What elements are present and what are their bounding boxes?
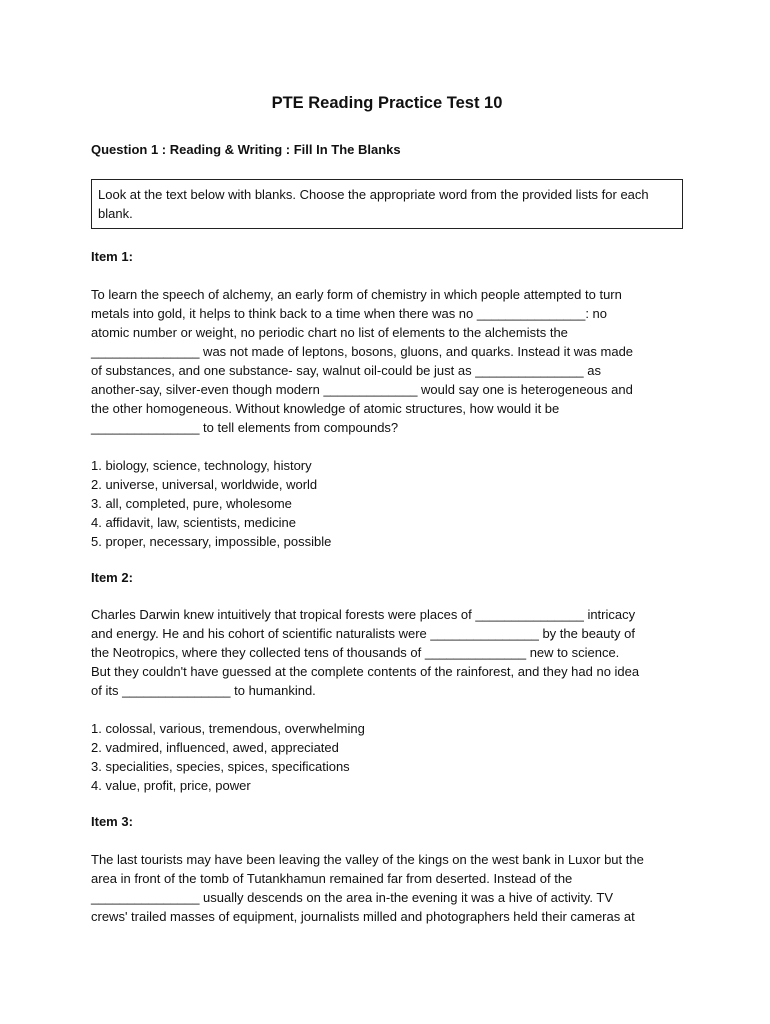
question-heading: Question 1 : Reading & Writing : Fill In The Blanks — [91, 142, 401, 157]
item-passage: The last tourists may have been leaving the valley of the kings on the west bank in Luxor but the area in front of the tomb of Tutankhamun remained far from deserted. Instead of the _______________ usually descends on the area in-the evening it was a hive of activity. TV crews' trailed masses of equipment, journalists milled and photographers held their cameras at — [91, 851, 644, 924]
options-list — [91, 456, 683, 551]
option-line: 1. colossal, various, tremendous, overwhelming — [91, 721, 365, 736]
option-line: 2. universe, universal, worldwide, world — [91, 476, 318, 492]
option-line: 4. value, profit, price, power — [91, 778, 251, 793]
document-page — [91, 92, 683, 945]
option-line: 4. affidavit, law, scientists, medicine — [91, 514, 296, 530]
item-3 — [91, 813, 683, 926]
option-line: 3. all, completed, pure, wholesome — [91, 495, 292, 511]
document-title: PTE Reading Practice Test 10 — [271, 94, 503, 112]
item-heading: Item 2: — [91, 569, 133, 585]
item-2 — [91, 569, 683, 796]
option-line: 3. specialities, species, spices, specifications — [91, 759, 350, 774]
options-list — [91, 719, 683, 795]
item-heading: Item 3: — [91, 814, 133, 829]
item-1 — [91, 248, 683, 551]
option-line: 5. proper, necessary, impossible, possible — [91, 533, 332, 549]
option-line: 2. vadmired, influenced, awed, appreciated — [91, 740, 339, 755]
instruction-text: Look at the text below with blanks. Choose the appropriate word from the provided lists for each blank. — [98, 187, 649, 221]
item-heading: Item 1: — [91, 249, 133, 264]
option-line: 1. biology, science, technology, history — [91, 457, 312, 473]
item-passage: Charles Darwin knew intuitively that tropical forests were places of _______________ intricacy and energy. He and his cohort of scientific naturalists were _______________ by the beauty of the Neotropics, where they collected tens of thousands of ______________ new to science. But they couldn't have guessed at the complete contents of the rainforest, and they had no idea of its _______________ to humankind. — [91, 607, 640, 698]
item-passage: To learn the speech of alchemy, an early form of chemistry in which people attempted to turn metals into gold, it helps to think back to a time when there was no _______________: no atomic number or weight, no periodic chart no list of elements to the alchemists the _______________ was not made of leptons, bosons, gluons, and quarks. Instead it was made of substances, and one substance- say, walnut oil-could be just as _______________ as another-say, silver-even though modern _____________ would say one is heterogeneous and the other homogeneous. Without knowledge of atomic structures, how would it be _______________ to tell elements from compounds? — [91, 286, 634, 435]
instruction-box — [91, 179, 683, 229]
